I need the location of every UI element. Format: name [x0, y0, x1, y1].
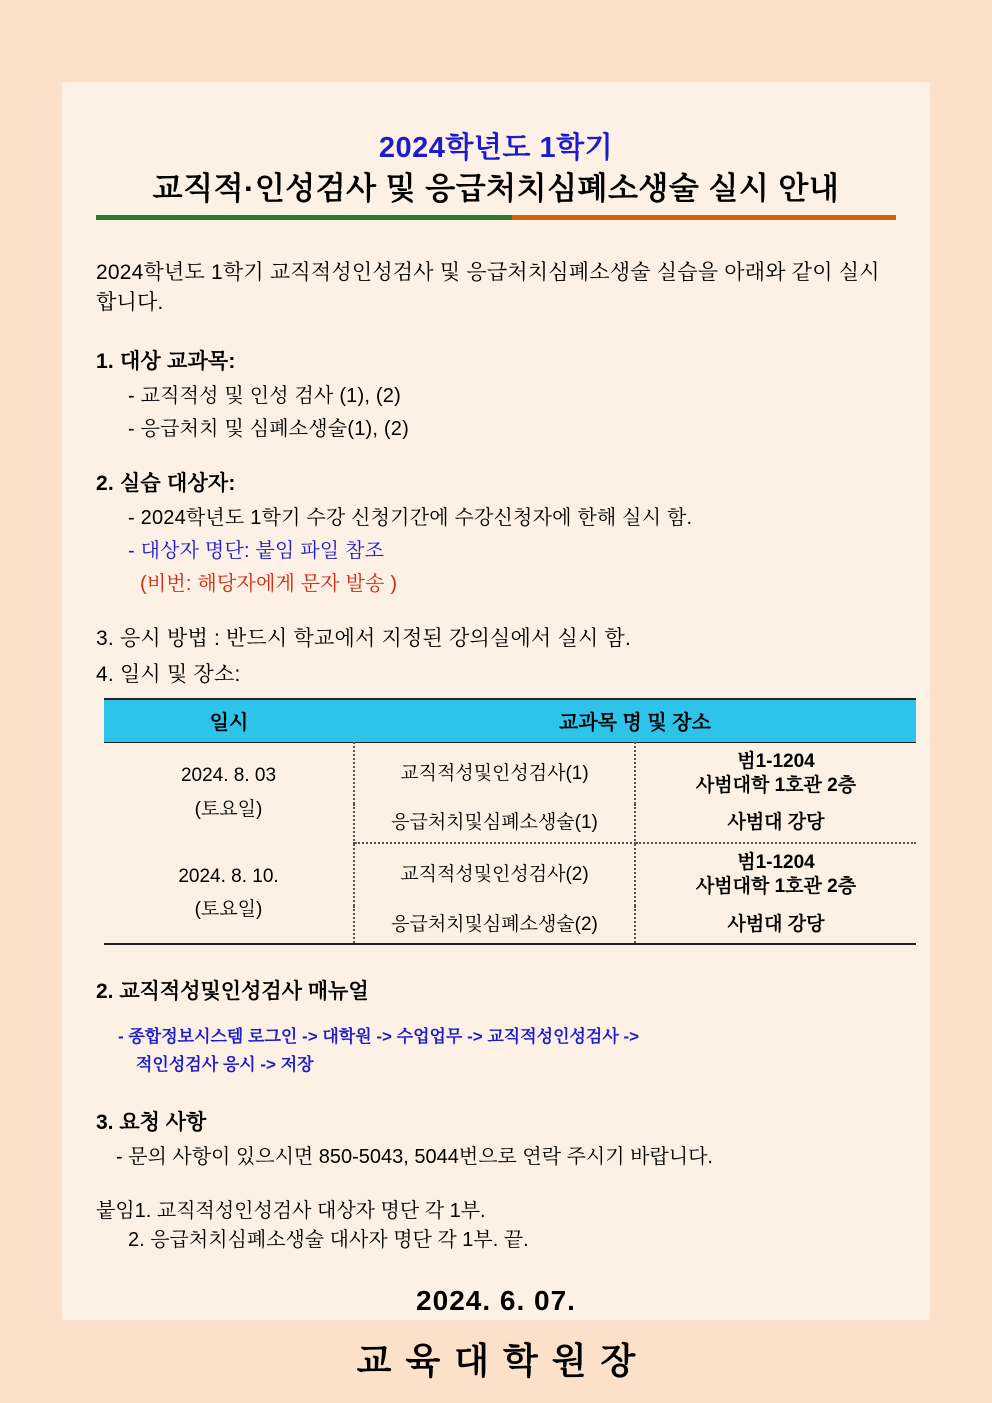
table-cell-place-2a-line2: 사범대학 1호관 2층: [695, 875, 857, 897]
section-manual-line-1: - 종합정보시스템 로그인 -> 대학원 -> 수업업무 -> 교직적성인성검사 ->: [118, 1027, 640, 1047]
table-row: [104, 742, 916, 804]
table-cell-place-1a: [635, 742, 916, 804]
section-request-line: - 문의 사항이 있으시면 850-5043, 5044번으로 연락 주시기 바랍니다.: [116, 1145, 713, 1168]
section-subjects-item-2: - 응급처치 및 심폐소생술(1), (2): [128, 417, 409, 440]
table-cell-date-2: [104, 843, 354, 944]
title-divider-orange: [512, 215, 896, 220]
section-targets-item-2: - 대상자 명단: 붙임 파일 참조: [128, 539, 385, 562]
schedule-table: [104, 698, 916, 946]
section-targets: [96, 467, 896, 596]
table-header-date: 일시: [104, 699, 354, 743]
document-issuer: 교육대학원장: [356, 1339, 650, 1381]
section-manual-line-2: 적인성검사 응시 -> 저장: [136, 1054, 314, 1074]
table-header-row: [104, 699, 916, 743]
section-manual-heading: 2. 교직적성및인성검사 매뉴얼: [96, 980, 369, 1004]
table-cell-date-1: [104, 742, 354, 843]
title-line-2: 교직적·인성검사 및 응급처치심폐소생술 실시 안내: [152, 171, 840, 207]
section-manual: [96, 975, 896, 1077]
table-cell-place-1a-line1: 범1-1204: [737, 750, 815, 772]
section-targets-item-1: - 2024학년도 1학기 수강 신청기간에 수강신청자에 한해 실시 함.: [128, 506, 693, 529]
attachment-line-2: 2. 응급처치심폐소생술 대사자 명단 각 1부. 끝.: [128, 1228, 529, 1251]
attachment-line-1: 붙임1. 교직적성인성검사 대상자 명단 각 1부.: [96, 1199, 486, 1222]
section-subjects-heading: 1. 대상 교과목:: [96, 349, 236, 373]
section-method: [96, 622, 896, 688]
table-cell-subject-1a: 교직적성및인성검사(1): [354, 742, 635, 804]
table-cell-place-2a: [635, 843, 916, 906]
document-title: [96, 130, 896, 220]
table-row: [104, 843, 916, 906]
section-subjects: [96, 345, 896, 441]
table-cell-subject-2a: 교직적성및인성검사(2): [354, 843, 635, 906]
section-attachments: [96, 1197, 896, 1255]
section-targets-heading: 2. 실습 대상자:: [96, 471, 236, 495]
schedule-table-wrapper: [96, 698, 896, 946]
table-cell-subject-1b: 응급처치및심폐소생술(1): [354, 804, 635, 843]
section-request: [96, 1106, 896, 1169]
section-targets-item-3: (비번: 해당자에게 문자 발송 ): [140, 572, 398, 595]
intro-paragraph: 2024학년도 1학기 교직적성인성검사 및 응급처치심폐소생술 실습을 아래와 같이 실시 합니다.: [96, 261, 880, 315]
table-cell-place-1b: 사범대 강당: [635, 804, 916, 843]
table-cell-place-2b: 사범대 강당: [727, 913, 825, 935]
section-method-line: 3. 응시 방법 : 반드시 학교에서 지정된 강의실에서 실시 함.: [96, 626, 631, 650]
title-divider-green: [96, 215, 512, 220]
table-cell-date-2-main: 2024. 8. 10.: [178, 865, 279, 887]
section-request-heading: 3. 요청 사항: [96, 1110, 207, 1134]
section-subjects-item-1: - 교직적성 및 인성 검사 (1), (2): [128, 384, 401, 407]
table-cell-subject-2b: 응급처치및심폐소생술(2): [354, 906, 635, 945]
table-cell-date-2-sub: (토요일): [194, 899, 263, 921]
section-manual-body: [96, 1023, 896, 1077]
section-datetime-heading: 4. 일시 및 장소:: [96, 662, 241, 686]
table-header-subject-place: 교과목 명 및 장소: [354, 699, 916, 743]
title-line-1: 2024학년도 1학기: [378, 132, 614, 164]
table-cell-date-1-sub: (토요일): [194, 799, 263, 820]
table-cell-date-1-main: 2024. 8. 03: [180, 765, 277, 787]
document-sheet: [62, 82, 930, 1381]
document-date: 2024. 6. 07.: [416, 1284, 576, 1316]
table-cell-place-2a-line1: 범1-1204: [737, 852, 815, 874]
title-divider: [96, 215, 896, 220]
table-cell-place-1a-line2: 사범대학 1호관 2층: [695, 774, 857, 796]
